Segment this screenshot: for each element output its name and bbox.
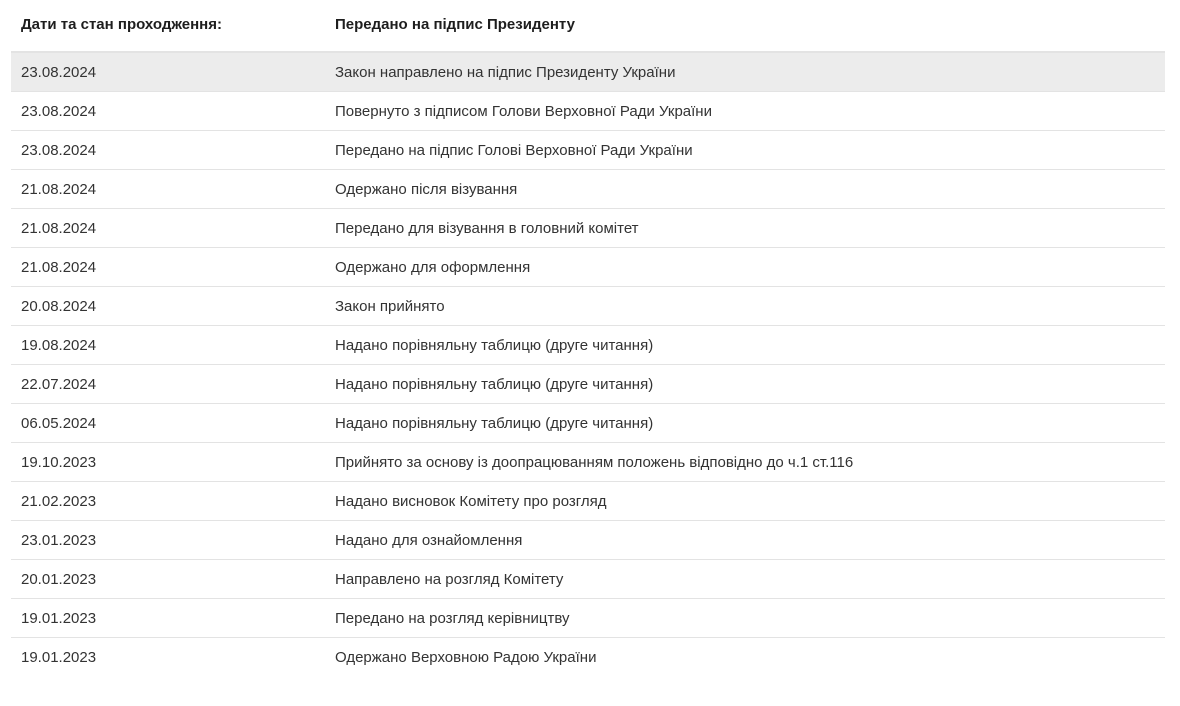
table-row [11,92,1165,131]
row-date: 20.01.2023 [21,570,97,588]
table-row [11,638,1165,677]
row-date: 19.01.2023 [21,609,97,627]
table-row [11,443,1165,482]
table-row [11,599,1165,638]
row-status: Закон прийнято [335,297,445,315]
table-row [11,170,1165,209]
row-date: 23.08.2024 [21,141,97,159]
table-row [11,326,1165,365]
row-date: 21.08.2024 [21,258,97,276]
table-row [11,287,1165,326]
row-status: Надано порівняльну таблицю (друге читання) [335,414,654,432]
row-status: Передано для візування в головний комітет [335,219,639,237]
row-date: 19.01.2023 [21,649,97,666]
table-row [11,53,1165,92]
row-date: 21.08.2024 [21,219,97,237]
table-row [11,248,1165,287]
row-status: Надано порівняльну таблицю (друге читання) [335,336,654,354]
table-row [11,131,1165,170]
date-column-header: Дати та стан проходження: [21,15,222,33]
row-status: Повернуто з підписом Голови Верховної Ради України [335,102,712,120]
row-status: Надано порівняльну таблицю (друге читання) [335,375,654,393]
table-body [11,53,1165,677]
row-date: 19.10.2023 [21,453,97,471]
table-row [11,482,1165,521]
row-date: 19.08.2024 [21,336,97,354]
current-status-header: Передано на підпис Президенту [335,15,575,33]
table-row [11,404,1165,443]
table-row [11,521,1165,560]
table-header [11,0,1165,53]
table-row [11,560,1165,599]
bill-progress-table [11,0,1165,677]
table-row [11,365,1165,404]
row-date: 23.08.2024 [21,63,97,81]
row-date: 06.05.2024 [21,414,97,432]
row-date: 21.02.2023 [21,492,97,510]
row-date: 20.08.2024 [21,297,97,315]
row-status: Одержано Верховною Радою України [335,649,597,666]
row-status: Передано на розгляд керівництву [335,609,570,627]
row-status: Надано для ознайомлення [335,531,523,549]
row-status: Одержано після візування [335,180,518,198]
row-status: Передано на підпис Голові Верховної Ради України [335,141,693,159]
row-date: 22.07.2024 [21,375,97,393]
row-status: Закон направлено на підпис Президенту України [335,63,676,81]
row-date: 23.08.2024 [21,102,97,120]
row-status: Одержано для оформлення [335,258,531,276]
table-row [11,209,1165,248]
row-status: Прийнято за основу із доопрацюванням положень відповідно до ч.1 ст.116 [335,453,854,471]
row-date: 21.08.2024 [21,180,97,198]
row-date: 23.01.2023 [21,531,97,549]
row-status: Надано висновок Комітету про розгляд [335,492,607,510]
row-status: Направлено на розгляд Комітету [335,570,564,588]
